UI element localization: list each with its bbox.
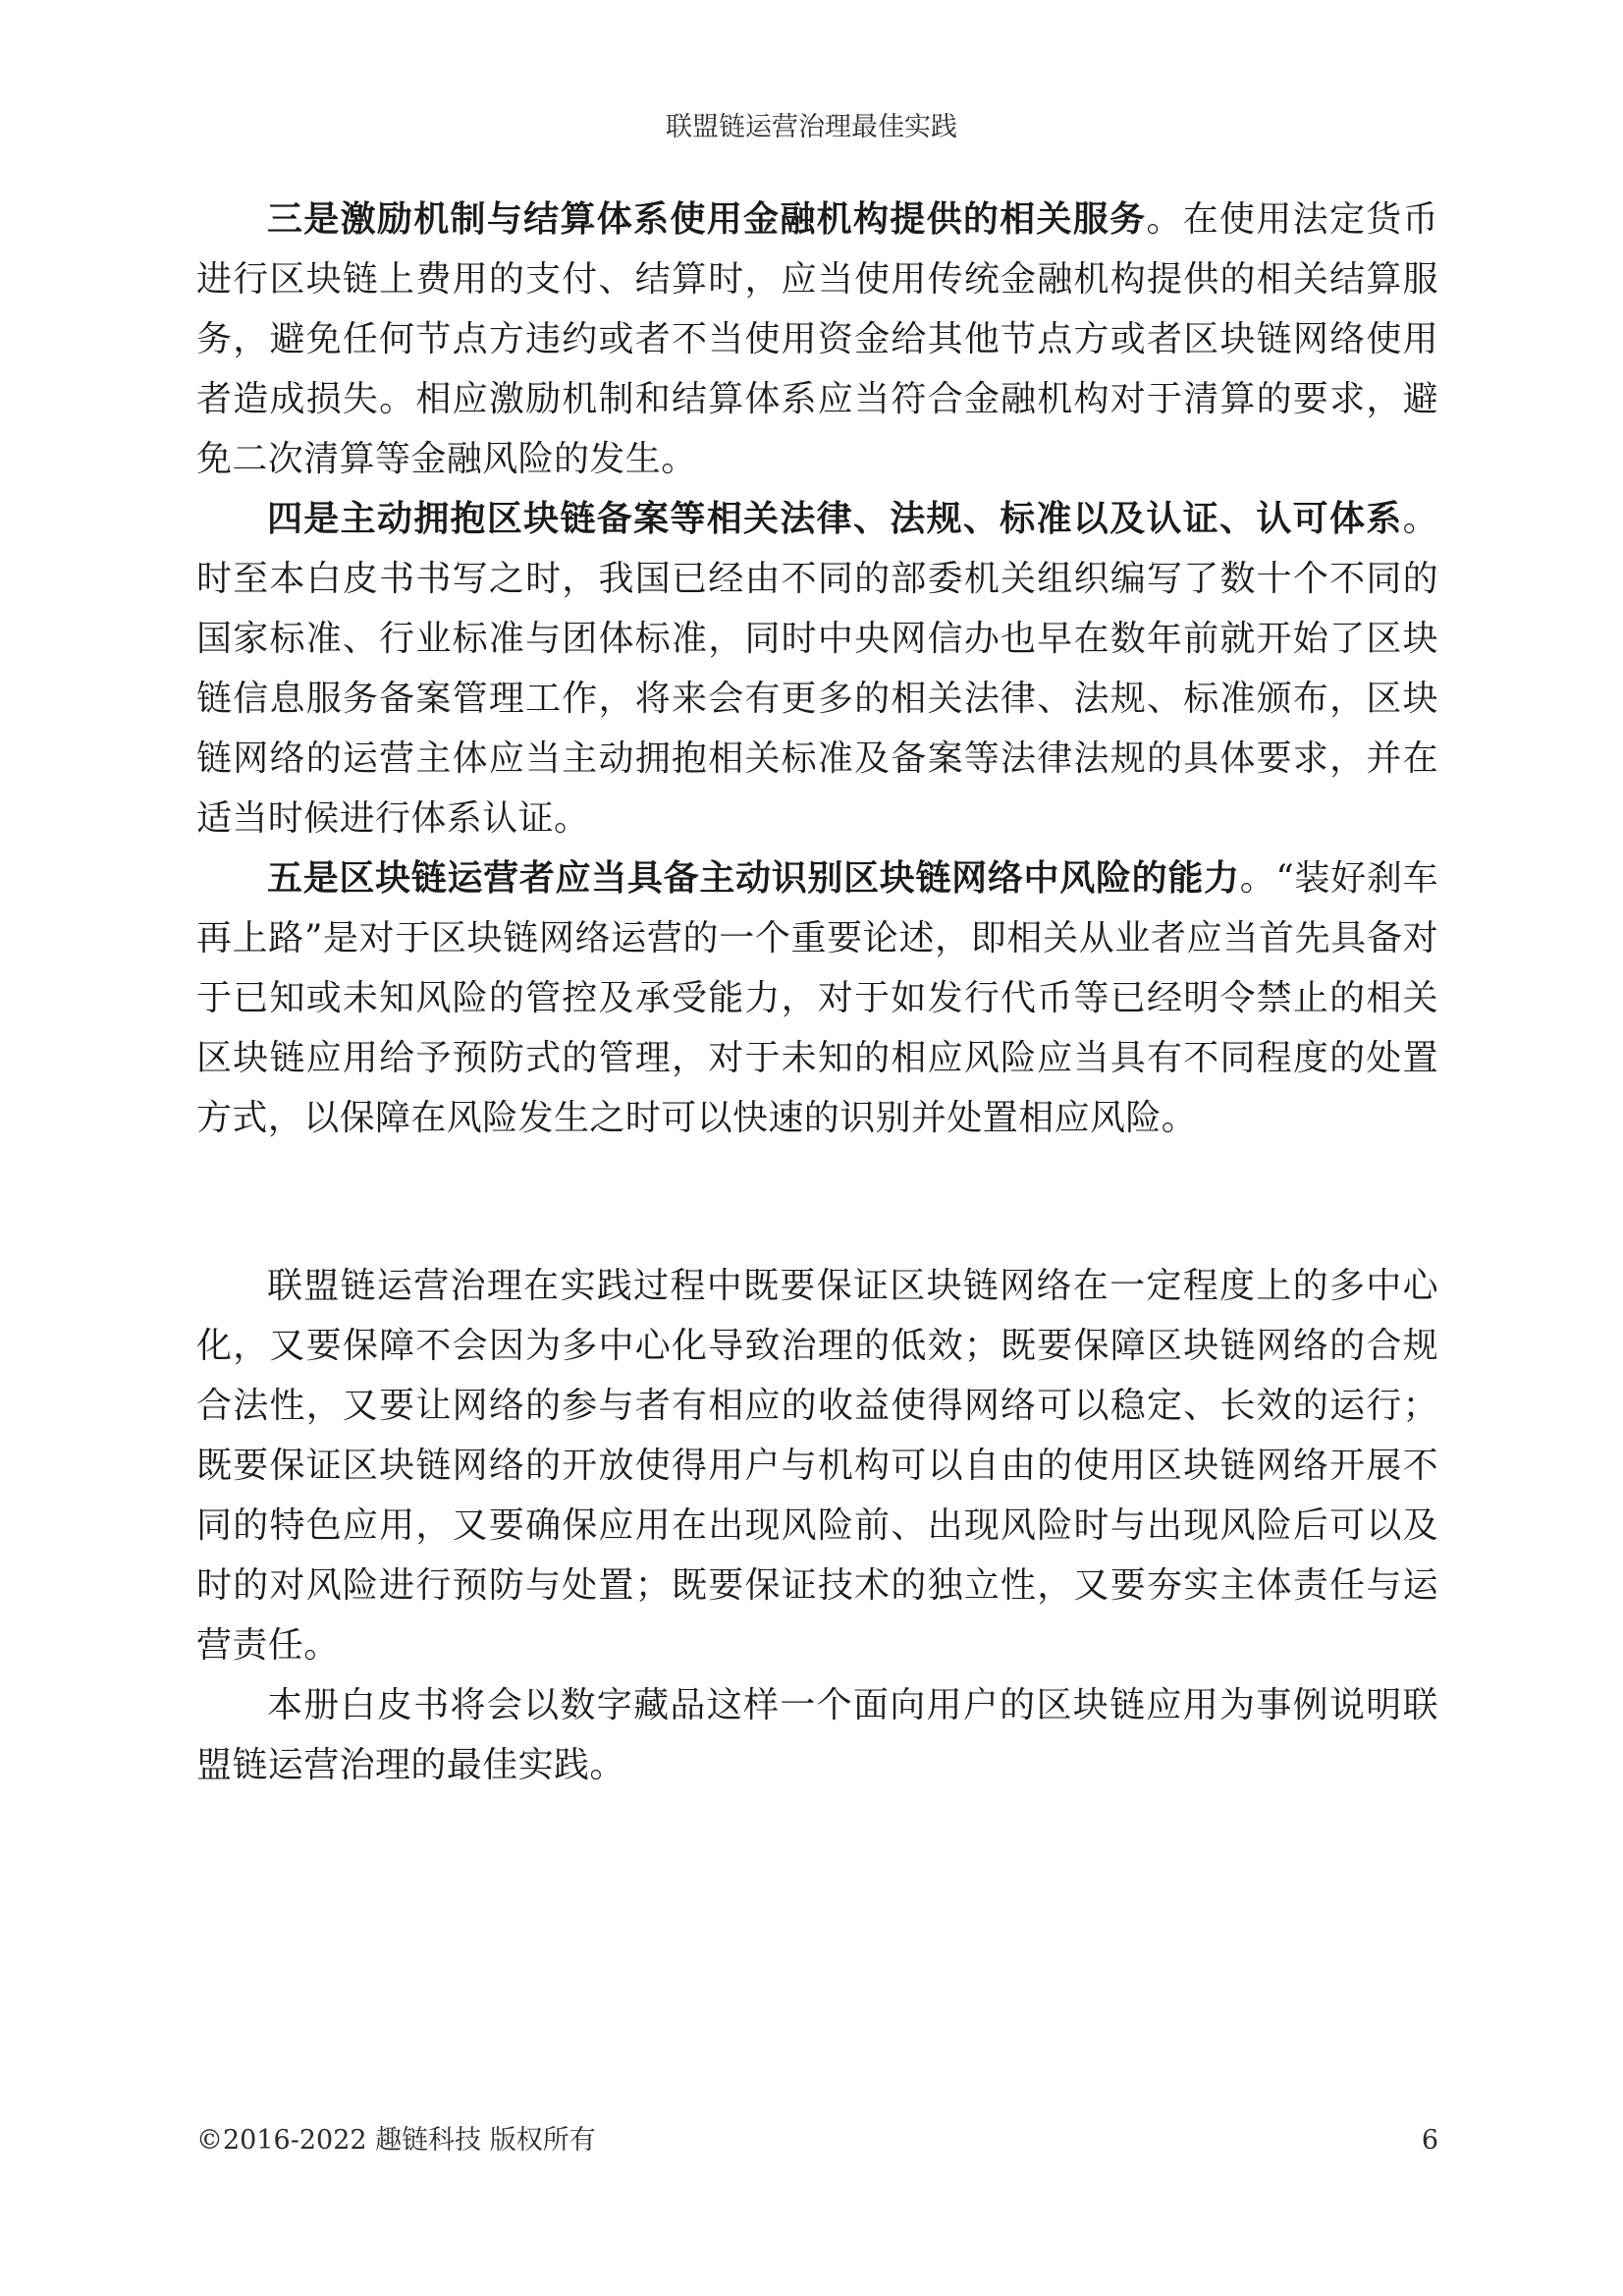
paragraph-settlement-text: 。在使用法定货币进行区块链上费用的支付、结算时，应当使用传统金融机构提供的相关结算服务，避免任何节点方违约或者不当使用资金给其他节点方或者区块链网络使用者造成损失。相应激励机制和结算体系应当符合金融机构对于清算的要求，避免二次清算等金融风险的发生。 (196, 199, 1439, 479)
paragraph-compliance (196, 489, 1438, 848)
paragraph-compliance-heading: 四是主动拥抱区块链备案等相关法律、法规、标准以及认证、认可体系 (267, 498, 1403, 539)
paragraph-risk (196, 848, 1438, 1148)
paragraph-compliance-text: 。时至本白皮书书写之时，我国已经由不同的部委机关组织编写了数十个不同的国家标准、行业标准与团体标准，同时中央网信办也早在数年前就开始了区块链信息服务备案管理工作，将来会有更多的相关法律、法规、标准颁布，区块链网络的运营主体应当主动拥抱相关标准及备案等法律法规的具体要求，并在适当时候进行体系认证。 (196, 499, 1438, 839)
paragraph-closing: 本册白皮书将会以数字藏品这样一个面向用户的区块链应用为事例说明联盟链运营治理的最佳实践。 (196, 1685, 1438, 1785)
main-content (196, 190, 1438, 1795)
paragraph-risk-heading: 五是区块链运营者应当具备主动识别区块链网络中风险的能力 (267, 857, 1240, 899)
footer-copyright: ©2016-2022 趣链科技 版权所有 (196, 2125, 596, 2156)
paragraph-risk-text: 。“装好刹车再上路”是对于区块链网络运营的一个重要论述，即相关从业者应当首先具备对于已知或未知风险的管控及承受能力，对于如发行代币等已经明令禁止的相关区块链应用给予预防式的管理，对于未知的相应风险应当具有不同程度的处置方式，以保障在风险发生之时可以快速的识别并处置相应风险。 (196, 858, 1438, 1138)
section-gap (196, 1148, 1438, 1256)
paragraph-settlement-heading: 三是激励机制与结算体系使用金融机构提供的相关服务 (267, 198, 1147, 240)
page-header-title: 联盟链运营治理最佳实践 (666, 112, 957, 142)
footer-page-number: 6 (1421, 2125, 1438, 2156)
paragraph-summary: 联盟链运营治理在实践过程中既要保证区块链网络在一定程度上的多中心化，又要保障不会因为多中心化导致治理的低效；既要保障区块链网络的合规合法性，又要让网络的参与者有相应的收益使得网络可以稳定、长效的运行；既要保证区块链网络的开放使得用户与机构可以自由的使用区块链网络开展不同的特色应用，又要确保应用在出现风险前、出现风险时与出现风险后可以及时的对风险进行预防与处置；既要保证技术的独立性，又要夯实主体责任与运营责任。 (196, 1266, 1438, 1666)
paragraph-settlement (196, 190, 1438, 489)
